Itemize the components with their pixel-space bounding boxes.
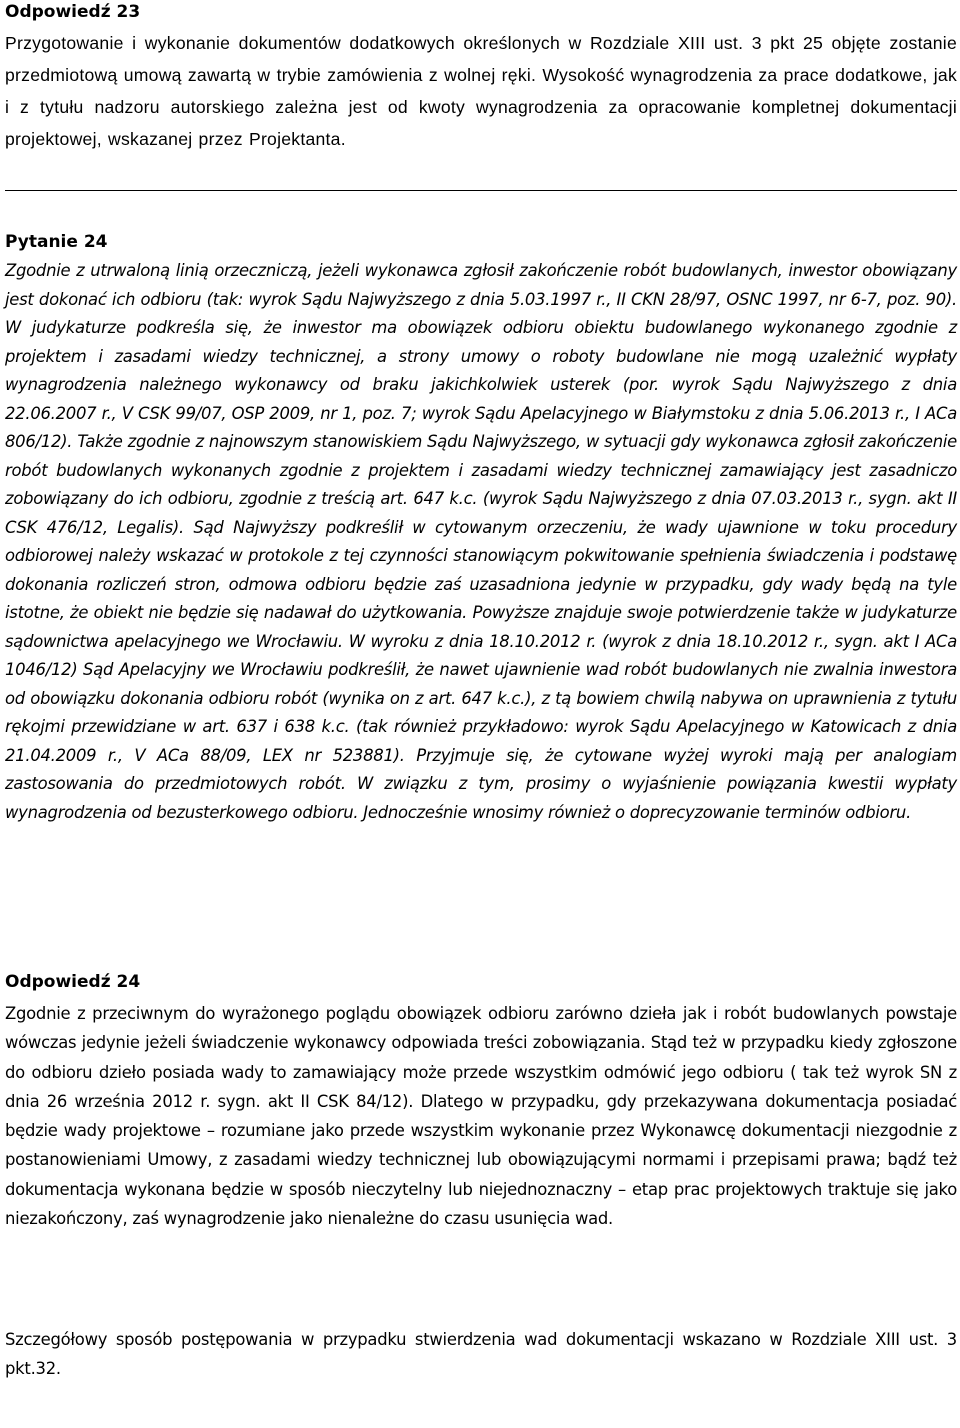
answer-23-heading: Odpowiedź 23 <box>5 2 141 22</box>
answer-23-text: Przygotowanie i wykonanie dokumentów dodatkowych określonych w Rozdziale XIII ust. 3 pkt 25 objęte zostanie przedmiotową umową zawartą w trybie zamówienia z wolnej ręki. Wysokość wynagrodzenia za prace dodatkowe, jak i z tytułu nadzoru autorskiego zależna jest od kwoty wynagrodzenia za opracowanie kompletnej dokumentacji projektowej, wskazanej przez Projektanta. <box>5 33 957 149</box>
section-divider <box>5 190 957 191</box>
question-24-text: Zgodnie z utrwaloną linią orzeczniczą, jeżeli wykonawca zgłosił zakończenie robót budowlanych, inwestor obowiązany jest dokonać ich odbioru (tak: wyrok Sądu Najwyższego z dnia 5.03.1997 r., II CKN 28/97, OSNC 1997, nr 6-7, poz. 90). W judykaturze podkreśla się, że inwestor ma obowiązek odbioru obiektu budowlanego wykonanego zgodnie z projektem i zasadami wiedzy technicznej, a strony umowy o roboty budowlane nie mogą uzależnić wypłaty wynagrodzenia należnego wykonawcy od braku jakichkolwiek usterek (por. wyrok Sądu Najwyższego z dnia 22.06.2007 r., V CSK 99/07, OSP 2009, nr 1, poz. 7; wyrok Sądu Apelacyjnego w Białymstoku z dnia 5.06.2013 r., I ACa 806/12). Także zgodnie z najnowszym stanowiskiem Sądu Najwyższego, w sytuacji gdy wykonawca zgłosił zakończenie robót budowlanych wykonanych zgodnie z projektem i zasadami wiedzy technicznej zamawiający jest zasadniczo zobowiązany do ich odbioru, zgodnie z treścią art. 647 k.c. (wyrok Sądu Najwyższego z dnia 07.03.2013 r., sygn. akt II CSK 476/12, Legalis). Sąd Najwyższy podkreślił w cytowanym orzeczeniu, że wady ujawnione w toku procedury odbiorowej należy wskazać w protokole z tej czynności stanowiącym pokwitowanie spełnienia świadczenia i podstawę dokonania rozliczeń stron, odmowa odbioru będzie zaś uzasadniona jedynie w przypadku, gdy wady będą na tyle istotne, że obiekt nie będzie się nadawał do użytkowania. Powyższe znajduje swoje potwierdzenie także w judykaturze sądownictwa apelacyjnego we Wrocławiu. W wyroku z dnia 18.10.2012 r. (wyrok z dnia 18.10.2012 r., sygn. akt I ACa 1046/12) Sąd Apelacyjny we Wrocławiu podkreślił, że nawet ujawnienie wad robót budowlanych nie zwalnia inwestora od obowiązku dokonania odbioru robót (wynika on z art. 647 k.c.), z tą bowiem chwilą nabywa on uprawnienia z tytułu rękojmi przewidziane w art. 637 i 638 k.c. (tak również przykładowo: wyrok Sądu Apelacyjnego w Katowicach z dnia 21.04.2009 r., V ACa 88/09, LEX nr 523881). Przyjmuje się, że cytowane wyżej wyroki mają per analogiam zastosowania do przedmiotowych robót. W związku z tym, prosimy o wyjaśnienie powiązania kwestii wypłaty wynagrodzenia od bezusterkowego odbioru. Jednocześnie wnosimy również o doprecyzowanie terminów odbioru. <box>5 261 957 822</box>
answer-24-text: Zgodnie z przeciwnym do wyrażonego poglądu obowiązek odbioru zarówno dzieła jak i robót budowlanych powstaje wówczas jedynie jeżeli świadczenie wykonawcy odpowiada treści zobowiązania. Stąd też w przypadku kiedy zgłoszone do odbioru dzieło posiada wady to zamawiający może przede wszystkim odmówić jego odbioru ( tak też wyrok SN z dnia 26 września 2012 r. sygn. akt II CSK 84/12). Dlatego w przypadku, gdy przekazywana dokumentacja posiadać będzie wady projektowe – rozumiane jako przede wszystkim wykonanie przez Wykonawcę dokumentacji niezgodnie z postanowieniami Umowy, z zasadami wiedzy technicznej lub obowiązującymi normami i przepisami prawa; bądź też dokumentacja wykonana będzie w sposób nieczytelny lub niejednoznaczny – etap prac projektowych traktuje się jako niezakończony, zaś wynagrodzenie jako nienależne do czasu usunięcia wad. <box>5 1004 957 1229</box>
answer-24-text-continued: Szczegółowy sposób postępowania w przypadku stwierdzenia wad dokumentacji wskazano w Rozdziale XIII ust. 3 pkt.32. <box>5 1330 957 1379</box>
question-24-heading: Pytanie 24 <box>5 232 108 252</box>
answer-24-heading: Odpowiedź 24 <box>5 972 141 992</box>
